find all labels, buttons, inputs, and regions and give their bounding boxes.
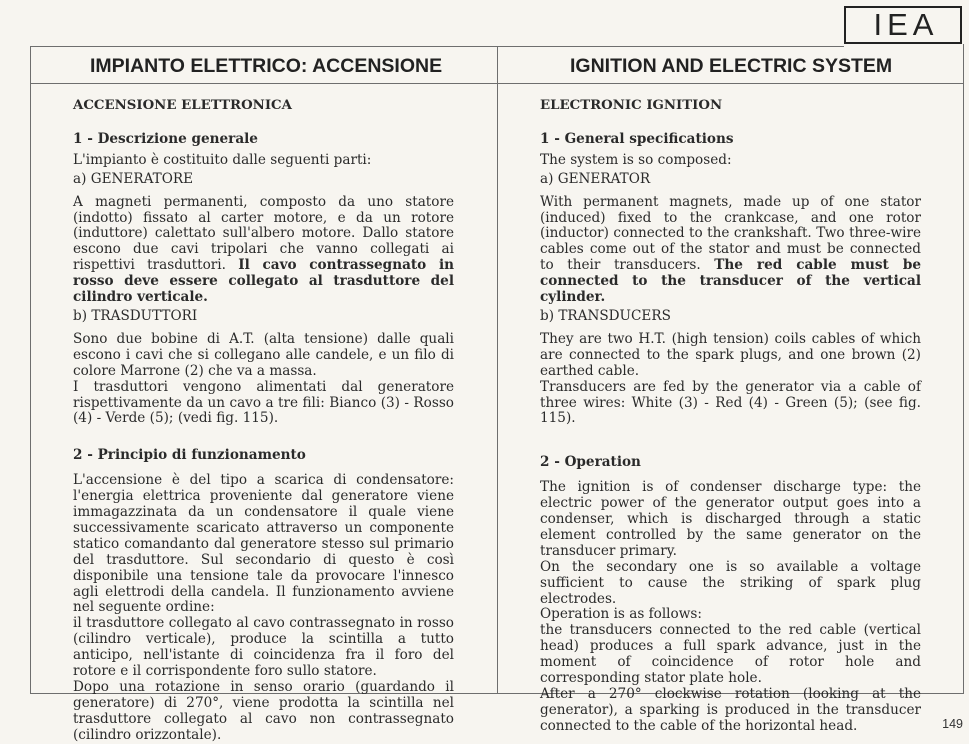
left-section1-heading: 1 - Descrizione generale — [73, 130, 258, 147]
right-frame-line — [963, 44, 964, 694]
left-section2-p2: il trasduttore collegato al cavo contrassegnato in rosso (cilindro verticale), produce la scintilla a tutto anticipo, nell'istante di coincidenza fra il foro del rotore e il corrispondente foro sullo statore. — [73, 615, 454, 680]
right-section2-p3: Operation is as follows: — [540, 606, 702, 623]
left-item-b-text1: Sono due bobine di A.T. (alta tensione) dalle quali escono i cavi che si collegano alle candele, e un filo di colore Marrone (2) che va a massa. — [73, 330, 454, 379]
right-section1-heading: 1 - General specifications — [540, 130, 734, 147]
right-section2-p4: the transducers connected to the red cable (vertical head) produces a full spark advance, just in the moment of coincidence of rotor hole and corresponding stator plate hole. — [540, 622, 921, 687]
left-item-b-text2: I trasduttori vengono alimentati dal generatore rispettivamente da un cavo a tre fili: Bianco (3) - Rosso (4) - Verde (5); (vedi fig. 115). — [73, 378, 454, 427]
left-section2-heading: 2 - Principio di funzionamento — [73, 447, 306, 464]
left-item-a-text: A magneti permanenti, composto da uno statore (indotto) fissato al carter motore, e da un rotore (induttore) calettato sull'albero motore. Dallo statore escono due cavi tripolari che vanno collegati ai rispettivi trasduttori. Il cavo contrassegnato in rosso deve essere collegato al trasduttore del cilindro verticale. — [73, 193, 454, 306]
left-section2-p1: L'accensione è del tipo a scarica di condensatore: l'energia elettrica proveniente dal generatore viene immagazzinata da un condensatore il quale viene successivamente scaricato attraverso un componente statico comandanto dal generatore stesso sul primario del trasduttore. Sul secondario di questo è così disponibile una tensione tale da provocare l'innesco agli elettrodi della candela. Il funzionamento avviene nel seguente ordine: — [73, 472, 454, 616]
right-section2-p1: The ignition is of condenser discharge type: the electric power of the generator output goes into a condenser, which is discharged through a static element controlled by the same generator on the transducer primary. — [540, 479, 921, 559]
right-item-b-text1: They are two H.T. (high tension) coils cables of which are connected to the spark plugs, and one brown (2) earthed cable. — [540, 330, 921, 379]
page-number: 149 — [942, 717, 963, 731]
right-column-title: IGNITION AND ELECTRIC SYSTEM — [570, 55, 893, 77]
right-section2-p5: After a 270° clockwise rotation (looking at the generator), a sparking is produced in the transducer connected to the cable of the horizontal head. — [540, 686, 921, 734]
right-item-b-text2: Transducers are fed by the generator via a cable of three wires: White (3) - Red (4) - Green (5); (see fig. 115). — [540, 378, 921, 427]
header-top-rule — [30, 46, 844, 47]
right-section1-intro: The system is so composed: — [540, 151, 732, 168]
column-divider — [497, 46, 498, 694]
right-column — [540, 98, 921, 735]
left-frame-line — [30, 46, 31, 694]
right-section2-p2: On the secondary one is so available a voltage sufficient to cause the striking of spark plug electrodes. — [540, 558, 921, 607]
right-item-a-label: a) GENERATOR — [540, 170, 651, 187]
left-section1-intro: L'impianto è costituito dalle seguenti parti: — [73, 151, 372, 168]
left-section2-p3: Dopo una rotazione in senso orario (guardando il generatore) di 270°, viene prodotta la scintilla nel trasduttore collegato al cavo non contrassegnato (cilindro orizzontale). — [73, 679, 454, 743]
left-column-title: IMPIANTO ELETTRICO: ACCENSIONE — [90, 55, 443, 77]
left-column — [73, 98, 454, 744]
left-heading: ACCENSIONE ELETTRONICA — [73, 98, 292, 113]
right-heading: ELECTRONIC IGNITION — [540, 98, 723, 113]
right-item-a-text: With permanent magnets, made up of one stator (induced) fixed to the crankcase, and one rotor (inductor) connected to the crankshaft. Two three-wire cables come out of the stator and must be connected to their transducers. The red cable must be connected to the transducer of the vertical cylinder. — [540, 193, 921, 306]
right-section2-heading: 2 - Operation — [540, 454, 641, 471]
left-item-a-label: a) GENERATORE — [73, 170, 194, 187]
right-item-b-label: b) TRANSDUCERS — [540, 307, 671, 324]
section-tag: IEA — [844, 6, 962, 44]
left-item-b-label: b) TRASDUTTORI — [73, 307, 198, 324]
